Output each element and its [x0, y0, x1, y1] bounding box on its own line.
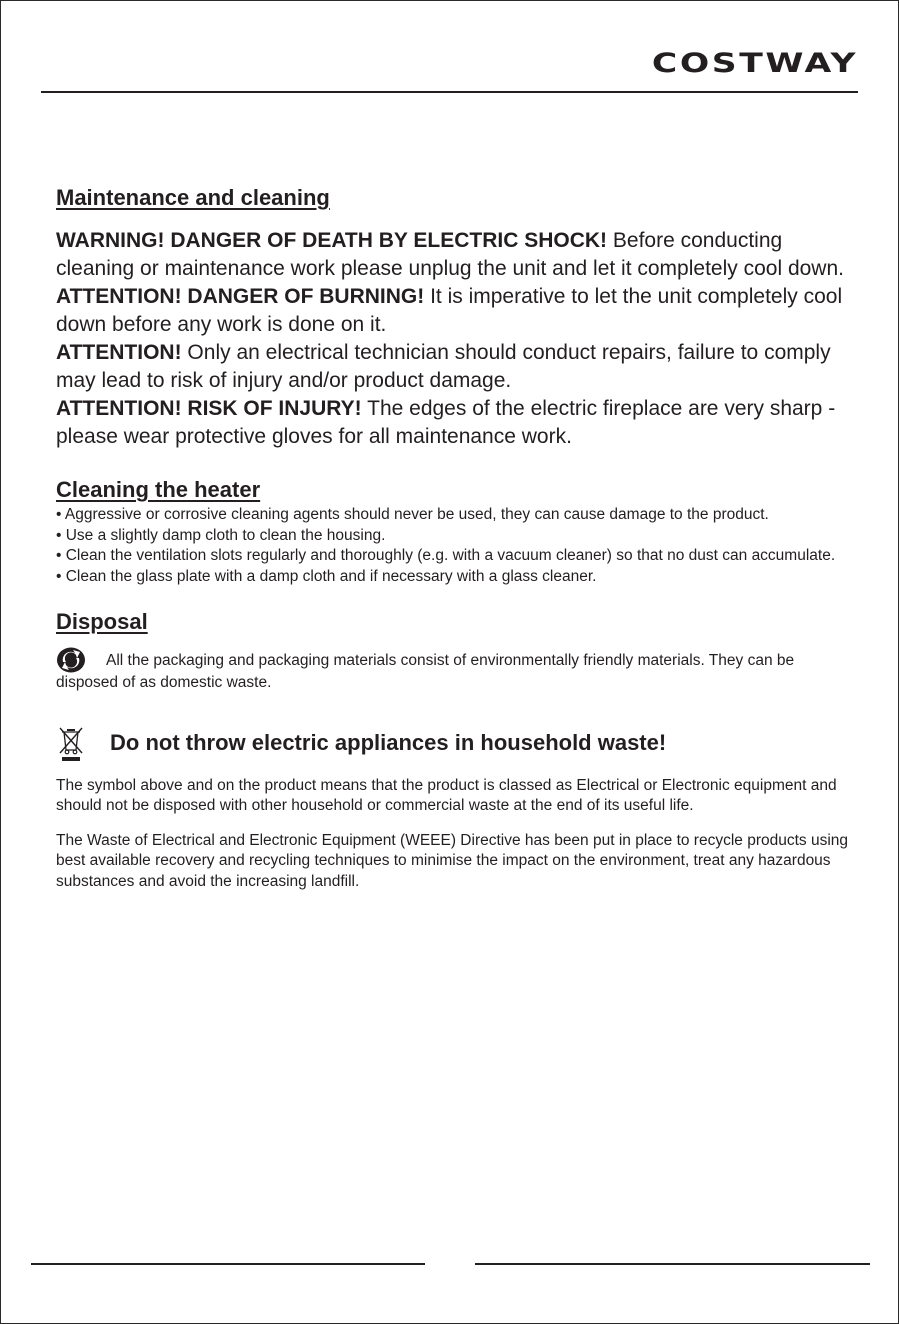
crossed-out-wheelie-bin-icon — [56, 726, 86, 762]
warning-burning: ATTENTION! DANGER OF BURNING! It is imperative to let the unit completely cool down before any work is done on it. — [56, 285, 843, 336]
green-dot-recycle-icon — [56, 647, 86, 673]
header-rule — [41, 91, 858, 93]
warnings-block — [56, 227, 851, 451]
disposal-heading: Disposal — [56, 609, 148, 634]
footer-rule-right — [475, 1263, 870, 1265]
warning-electric-shock: WARNING! DANGER OF DEATH BY ELECTRIC SHOCK! Before conducting cleaning or maintenance work please unplug the unit and let it completely cool down. — [56, 229, 844, 280]
cleaning-heading: Cleaning the heater — [56, 477, 261, 502]
packaging-paragraph: All the packaging and packaging materials consist of environmentally friendly materials. They can be disposed of as domestic waste. — [56, 647, 851, 694]
footer-rule-left — [31, 1263, 425, 1265]
list-item: • Use a slightly damp cloth to clean the housing. — [56, 526, 386, 544]
list-item: • Clean the ventilation slots regularly and thoroughly (e.g. with a vacuum cleaner) so that no dust can accumulate. — [56, 547, 836, 564]
warning-injury: ATTENTION! RISK OF INJURY! The edges of the electric fireplace are very sharp - please wear protective gloves for all maintenance work. — [56, 397, 836, 448]
cleaning-list — [56, 505, 851, 587]
weee-paragraph-1: The symbol above and on the product means that the product is classed as Electrical or Electronic equipment and should not be disposed with other household or commercial waste at the end of its useful life. — [56, 776, 837, 814]
weee-paragraph-2: The Waste of Electrical and Electronic Equipment (WEEE) Directive has been put in place to recycle products using best available recovery and recycling techniques to minimise the impact on the environment, treat any hazardous substances and avoid the increasing landfill. — [56, 831, 849, 890]
list-item: • Clean the glass plate with a damp cloth and if necessary with a glass cleaner. — [56, 567, 597, 585]
weee-heading: Do not throw electric appliances in household waste! — [110, 729, 667, 755]
weee-row — [56, 726, 851, 762]
warning-technician: ATTENTION! Only an electrical technician should conduct repairs, failure to comply may lead to risk of injury and/or product damage. — [56, 341, 831, 392]
list-item: • Aggressive or corrosive cleaning agents should never be used, they can cause damage to the product. — [56, 506, 769, 523]
page-content — [56, 185, 851, 892]
maintenance-heading: Maintenance and cleaning — [56, 185, 330, 210]
brand-logo: COSTWAY — [651, 48, 858, 79]
